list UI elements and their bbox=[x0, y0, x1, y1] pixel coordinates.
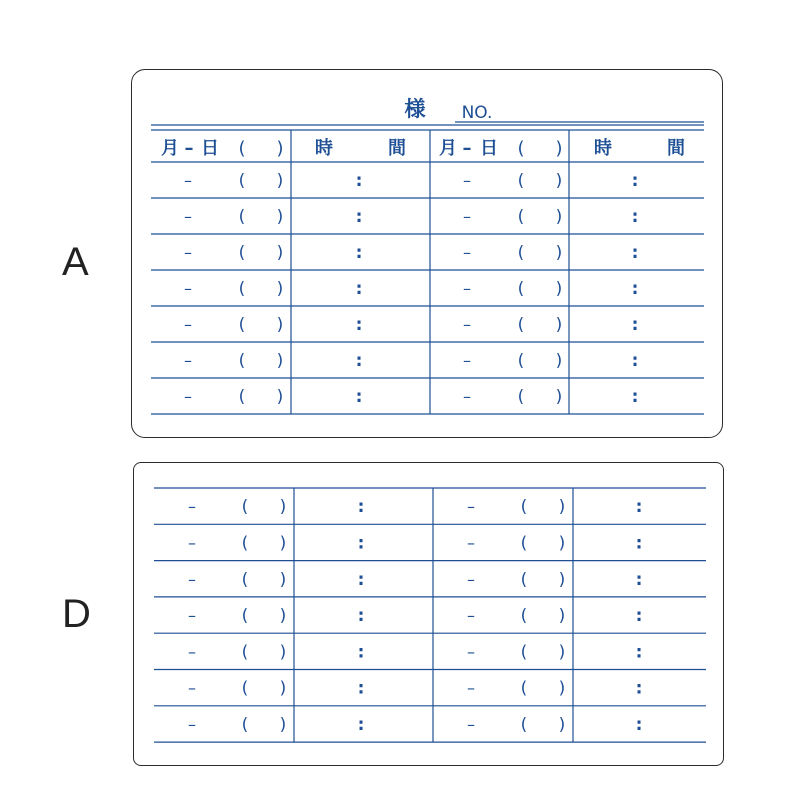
date-dash: – bbox=[188, 678, 196, 698]
date-dash: – bbox=[467, 569, 475, 589]
weekday-close-paren: ) bbox=[555, 138, 563, 159]
time-colon: : bbox=[355, 351, 363, 371]
time-label-ji: 時 bbox=[315, 138, 333, 159]
close-paren: ) bbox=[558, 569, 566, 590]
dash-label: – bbox=[184, 138, 194, 159]
date-dash: – bbox=[467, 678, 475, 698]
open-paren: ( bbox=[241, 533, 249, 554]
date-dash: – bbox=[188, 642, 196, 662]
close-paren: ) bbox=[279, 642, 287, 663]
open-paren: ( bbox=[520, 606, 528, 627]
close-paren: ) bbox=[276, 279, 284, 299]
time-colon: : bbox=[357, 497, 365, 518]
time-colon: : bbox=[355, 387, 363, 407]
time-colon: : bbox=[631, 315, 639, 335]
open-paren: ( bbox=[520, 642, 528, 663]
time-label-ji: 時 bbox=[594, 138, 612, 159]
time-colon: : bbox=[355, 171, 363, 191]
date-dash: – bbox=[463, 171, 471, 190]
time-colon: : bbox=[635, 533, 643, 554]
time-colon: : bbox=[635, 606, 643, 627]
weekday-close-paren: ) bbox=[276, 138, 284, 159]
close-paren: ) bbox=[558, 642, 566, 663]
open-paren: ( bbox=[517, 351, 525, 371]
open-paren: ( bbox=[517, 387, 525, 407]
date-dash: – bbox=[463, 351, 471, 370]
open-paren: ( bbox=[241, 714, 249, 735]
open-paren: ( bbox=[517, 171, 525, 191]
date-dash: – bbox=[467, 714, 475, 734]
close-paren: ) bbox=[276, 351, 284, 371]
date-dash: – bbox=[188, 533, 196, 553]
close-paren: ) bbox=[558, 606, 566, 627]
month-label: 月 bbox=[161, 138, 179, 159]
time-colon: : bbox=[357, 533, 365, 554]
open-paren: ( bbox=[241, 606, 249, 627]
card-d bbox=[133, 462, 724, 766]
time-colon: : bbox=[635, 497, 643, 518]
close-paren: ) bbox=[558, 714, 566, 735]
time-colon: : bbox=[357, 569, 365, 590]
open-paren: ( bbox=[238, 171, 246, 191]
date-dash: – bbox=[467, 642, 475, 662]
date-dash: – bbox=[184, 315, 192, 334]
close-paren: ) bbox=[279, 606, 287, 627]
close-paren: ) bbox=[276, 243, 284, 263]
close-paren: ) bbox=[555, 243, 563, 263]
day-label: 日 bbox=[201, 138, 219, 159]
card-label-a: A bbox=[62, 240, 89, 284]
open-paren: ( bbox=[517, 279, 525, 299]
open-paren: ( bbox=[238, 351, 246, 371]
date-dash: – bbox=[184, 351, 192, 370]
open-paren: ( bbox=[520, 533, 528, 554]
date-dash: – bbox=[184, 171, 192, 190]
time-label-kan: 間 bbox=[388, 138, 406, 159]
time-colon: : bbox=[635, 569, 643, 590]
open-paren: ( bbox=[241, 678, 249, 699]
date-dash: – bbox=[184, 207, 192, 226]
card-label-d: D bbox=[62, 592, 91, 636]
close-paren: ) bbox=[279, 533, 287, 554]
no-label: NO. bbox=[461, 103, 493, 123]
close-paren: ) bbox=[555, 171, 563, 191]
time-colon: : bbox=[357, 714, 365, 735]
month-label: 月 bbox=[439, 138, 457, 159]
date-dash: – bbox=[463, 387, 471, 406]
date-dash: – bbox=[467, 497, 475, 517]
time-label-kan: 間 bbox=[667, 138, 685, 159]
close-paren: ) bbox=[558, 533, 566, 554]
date-dash: – bbox=[188, 569, 196, 589]
time-colon: : bbox=[631, 351, 639, 371]
weekday-open-paren: ( bbox=[238, 138, 246, 159]
open-paren: ( bbox=[520, 497, 528, 518]
close-paren: ) bbox=[276, 315, 284, 335]
time-colon: : bbox=[357, 678, 365, 699]
date-dash: – bbox=[463, 243, 471, 262]
close-paren: ) bbox=[555, 315, 563, 335]
open-paren: ( bbox=[238, 387, 246, 407]
open-paren: ( bbox=[238, 279, 246, 299]
open-paren: ( bbox=[238, 315, 246, 335]
open-paren: ( bbox=[517, 207, 525, 227]
time-colon: : bbox=[631, 243, 639, 263]
open-paren: ( bbox=[517, 243, 525, 263]
close-paren: ) bbox=[279, 569, 287, 590]
date-dash: – bbox=[467, 606, 475, 626]
open-paren: ( bbox=[520, 569, 528, 590]
close-paren: ) bbox=[558, 678, 566, 699]
date-dash: – bbox=[188, 497, 196, 517]
time-colon: : bbox=[631, 207, 639, 227]
close-paren: ) bbox=[555, 351, 563, 371]
close-paren: ) bbox=[276, 171, 284, 191]
time-colon: : bbox=[355, 315, 363, 335]
dash-label: – bbox=[462, 138, 472, 159]
date-dash: – bbox=[188, 606, 196, 626]
date-dash: – bbox=[463, 315, 471, 334]
day-label: 日 bbox=[480, 138, 498, 159]
time-colon: : bbox=[355, 207, 363, 227]
close-paren: ) bbox=[555, 387, 563, 407]
open-paren: ( bbox=[238, 243, 246, 263]
close-paren: ) bbox=[555, 279, 563, 299]
close-paren: ) bbox=[276, 207, 284, 227]
time-colon: : bbox=[635, 714, 643, 735]
open-paren: ( bbox=[517, 315, 525, 335]
date-dash: – bbox=[467, 533, 475, 553]
time-colon: : bbox=[355, 243, 363, 263]
date-dash: – bbox=[188, 714, 196, 734]
open-paren: ( bbox=[520, 714, 528, 735]
close-paren: ) bbox=[279, 678, 287, 699]
time-colon: : bbox=[357, 642, 365, 663]
date-dash: – bbox=[184, 243, 192, 262]
open-paren: ( bbox=[520, 678, 528, 699]
card-d-form bbox=[134, 463, 725, 767]
close-paren: ) bbox=[555, 207, 563, 227]
close-paren: ) bbox=[279, 714, 287, 735]
sama-label: 様 bbox=[404, 97, 426, 121]
time-colon: : bbox=[355, 279, 363, 299]
card-a-form bbox=[132, 70, 724, 439]
open-paren: ( bbox=[241, 569, 249, 590]
open-paren: ( bbox=[241, 642, 249, 663]
time-colon: : bbox=[631, 171, 639, 191]
time-colon: : bbox=[635, 642, 643, 663]
card-a bbox=[131, 69, 723, 438]
date-dash: – bbox=[184, 387, 192, 406]
close-paren: ) bbox=[279, 497, 287, 518]
time-colon: : bbox=[635, 678, 643, 699]
open-paren: ( bbox=[241, 497, 249, 518]
time-colon: : bbox=[631, 387, 639, 407]
close-paren: ) bbox=[558, 497, 566, 518]
weekday-open-paren: ( bbox=[517, 138, 525, 159]
close-paren: ) bbox=[276, 387, 284, 407]
time-colon: : bbox=[357, 606, 365, 627]
date-dash: – bbox=[184, 279, 192, 298]
date-dash: – bbox=[463, 207, 471, 226]
date-dash: – bbox=[463, 279, 471, 298]
time-colon: : bbox=[631, 279, 639, 299]
open-paren: ( bbox=[238, 207, 246, 227]
